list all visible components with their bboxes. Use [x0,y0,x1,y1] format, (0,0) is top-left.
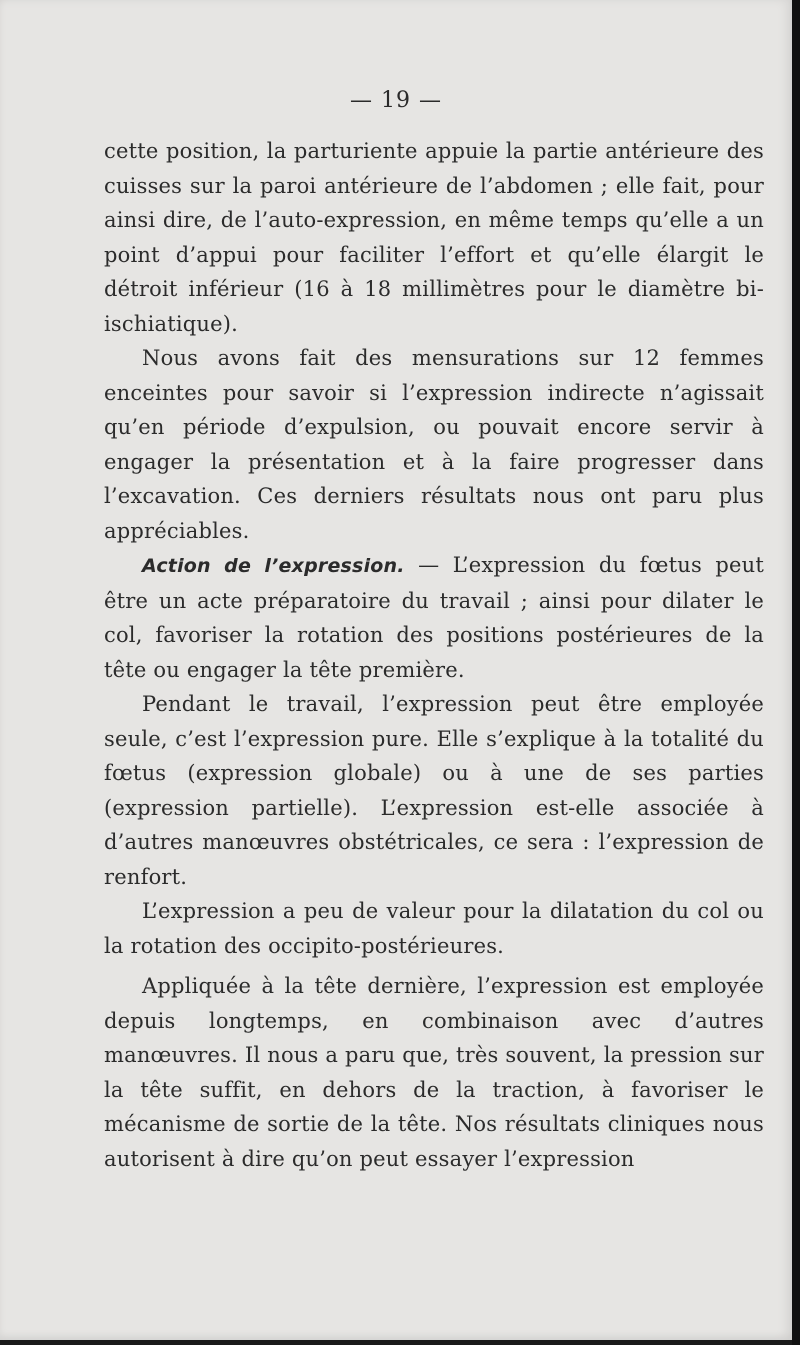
paragraph-2: Nous avons fait des mensurations sur 12 femmes enceintes pour savoir si l’expression indirecte n’agissait qu’en période d’expulsion, ou pouvait encore servir à engager la présentation et à la faire progresser dans l’excavation. Ces derniers résultats nous ont paru plus appréciables. [104,346,764,543]
paragraph-3 [104,548,764,687]
paragraph-6: Appliquée à la tête dernière, l’expression est employée depuis longtemps, en combinaison avec d’autres manœuvres. Il nous a paru que, très souvent, la pression sur la tête suffit, en dehors de la traction, à favoriser le mécanisme de sortie de la tête. Nos résultats cliniques nous autorisent à dire qu’on peut essayer l’expression [104,974,764,1171]
paragraph-3-text: — L’expression du fœtus peut être un acte préparatoire du travail ; ainsi pour dilater le col, favoriser la rotation des positions postérieures de la tête ou engager la tête première. [104,553,765,682]
paragraph-5: L’expression a peu de valeur pour la dilatation du col ou la rotation des occipito-postérieures. [104,899,764,958]
section-heading: Action de l’expression. [142,555,405,577]
page-edge [792,0,800,1345]
page-body [104,134,764,1176]
page-number: — 19 — [350,88,442,113]
paragraph-1: cette position, la parturiente appuie la partie antérieure des cuisses sur la paroi antérieure de l’abdomen ; elle fait, pour ainsi dire, de l’auto-expression, en même temps qu’elle a un point d’appui pour faciliter l’effort et qu’elle élargit le détroit inférieur (16 à 18 millimètres pour le diamètre bi-ischiatique). [104,139,764,336]
paragraph-4: Pendant le travail, l’expression peut être employée seule, c’est l’expression pure. Elle s’explique à la totalité du fœtus (expression globale) ou à une de ses parties (expression partielle). L’expression est-elle associée à d’autres manœuvres obstétricales, ce sera : l’expression de renfort. [104,692,764,889]
